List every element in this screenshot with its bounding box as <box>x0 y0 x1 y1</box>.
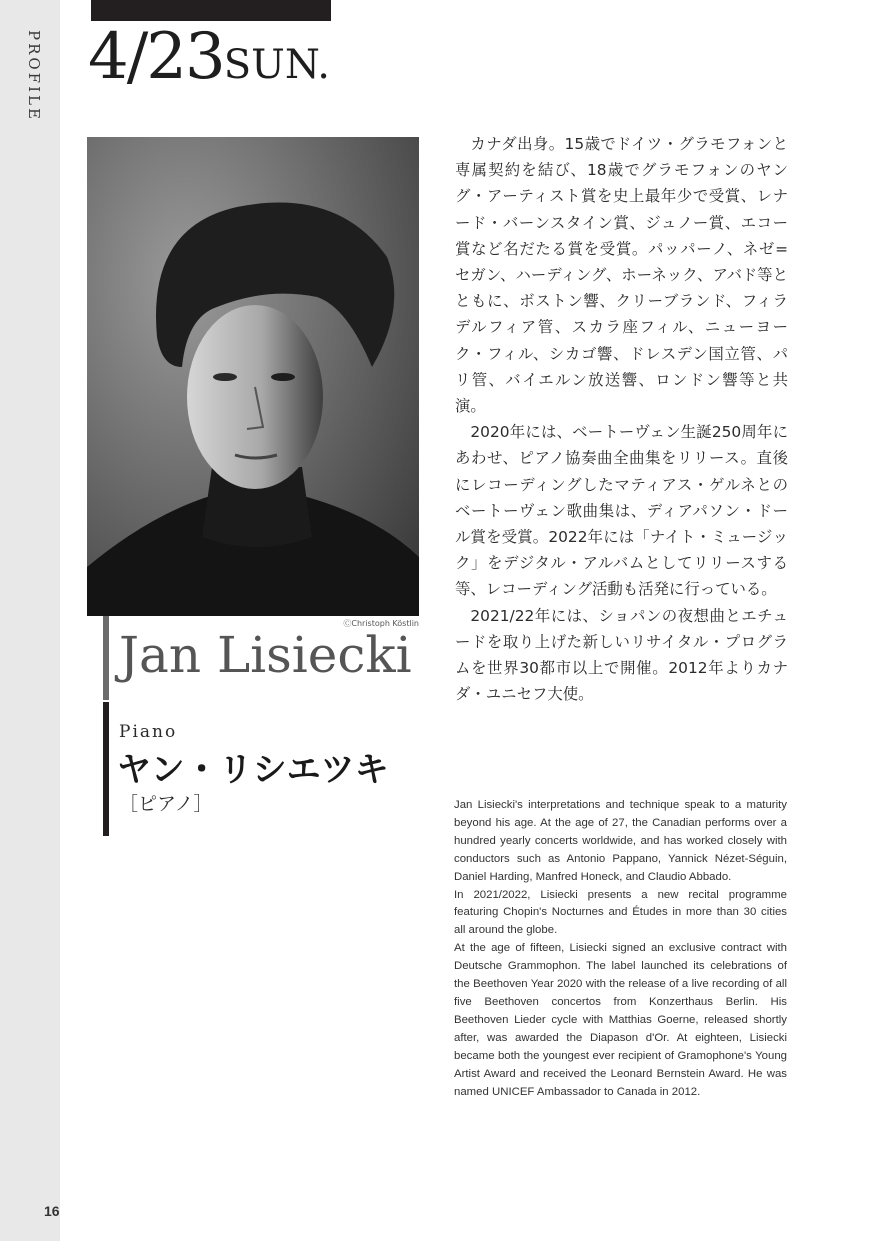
portrait-image <box>87 137 419 616</box>
bio-en-paragraph: At the age of fifteen, Lisiecki signed an exclusive contract with Deutsche Grammophon. The label launched its celebrations of the Beethoven Year 2020 with the release of a live recording of all five Beethoven concertos from Konzerthaus Berlin. His Beethoven Lieder cycle with Matthias Goerne, released shortly after, was awarded the Diapason d'Or. At eighteen, Lisiecki became both the youngest ever recipient of Gramophone's Young Artist Award and received the Leonard Bernstein Award. He was named UNICEF Ambassador to Canada in 2012. <box>454 942 787 1098</box>
accent-bar-black <box>103 702 109 836</box>
page-number: 16 <box>44 1203 60 1219</box>
date-main: 4/23 <box>88 20 224 94</box>
profile-tab-label: PROFILE <box>25 30 43 122</box>
concert-date <box>88 20 330 94</box>
accent-bar-gray <box>103 616 109 700</box>
header-bar <box>91 0 331 21</box>
sidebar <box>0 0 60 1241</box>
date-day: SUN. <box>223 42 330 88</box>
artist-role-ja: ［ピアノ］ <box>119 793 213 815</box>
biography-japanese <box>455 131 788 707</box>
bio-ja-paragraph: 2020年には、ベートーヴェン生誕250周年にあわせ、ピアノ協奏曲全曲集をリリース。直後にレコーディングしたマティアス・ゲルネとのベートーヴェン歌曲集は、ディアパソン・ドール賞を受賞。2022年には「ナイト・ミュージック」をデジタル・アルバムとしてリリースする等、レコーディング活動も活発に行っている。 <box>455 423 788 599</box>
artist-name-en: Jan Lisiecki <box>119 626 412 684</box>
artist-role-en: Piano <box>119 722 178 742</box>
bio-ja-paragraph: カナダ出身。15歳でドイツ・グラモフォンと専属契約を結び、18歳でグラモフォンのヤング・アーティスト賞を史上最年少で受賞、レナード・バーンスタイン賞、ジュノー賞、エコー賞など名だたる賞を受賞。パッパーノ、ネゼ=セガン、ハーディング、ホーネック、アバド等とともに、ボストン響、クリーブランド、フィラデルフィア管、スカラ座フィル、ニューヨーク・フィル、シカゴ響、ドレスデン国立管、パリ管、バイエルン放送響、ロンドン響等と共演。 <box>455 135 788 416</box>
artist-name-ja: ヤン・リシエツキ <box>117 750 389 790</box>
bio-en-paragraph: Jan Lisiecki's interpretations and technique speak to a maturity beyond his age. At the age of 27, the Canadian performs over a hundred yearly concerts worldwide, and has worked closely with conductors such as Antonio Pappano, Yannick Nézet-Séguin, Daniel Harding, Manfred Honeck, and Claudio Abbado. <box>454 799 787 883</box>
photo-credit: ⒸChristoph Köstlin <box>343 619 419 628</box>
bio-en-paragraph: In 2021/2022, Lisiecki presents a new recital programme featuring Chopin's Nocturnes and Études in more than 30 cities all around the globe. <box>454 888 787 937</box>
biography-english <box>454 797 787 1101</box>
bio-ja-paragraph: 2021/22年には、ショパンの夜想曲とエチュードを取り上げた新しいリサイタル・プログラムを世界30都市以上で開催。2012年よりカナダ・ユニセフ大使。 <box>455 606 788 704</box>
artist-photo <box>87 137 419 616</box>
